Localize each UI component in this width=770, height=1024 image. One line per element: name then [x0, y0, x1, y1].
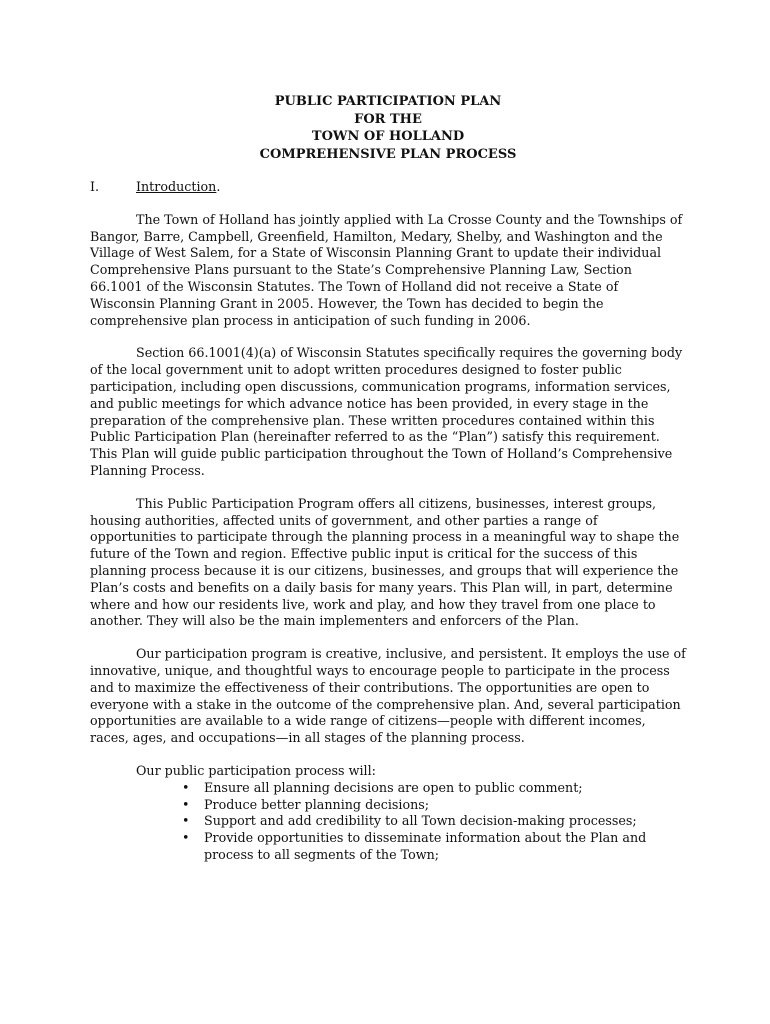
- list-item-text: Provide opportunities to disseminate information about the Plan and process to all segments of the Town;: [204, 830, 647, 862]
- section-heading: [90, 179, 686, 196]
- list-item-text: Produce better planning decisions;: [204, 796, 430, 812]
- section-number: I.: [90, 179, 100, 194]
- list-item-text: Support and add credibility to all Town decision-making processes;: [204, 813, 637, 829]
- list-item: [182, 797, 686, 814]
- section-title: Introduction: [136, 179, 217, 194]
- bullet-list: [90, 780, 686, 864]
- paragraph-1: The Town of Holland has jointly applied with La Crosse County and the Townships of Bangor, Barre, Campbell, Greenfield, Hamilton, Medary, Shelby, and Washington and the Village of West Salem, for a State of Wisconsin Planning Grant to update their individual Comprehensive Plans pursuant to the State’s Comprehensive Planning Law, Section 66.1001 of the Wisconsin Statutes. The Town of Holland did not receive a State of Wisconsin Planning Grant in 2005. However, the Town has decided to begin the comprehensive plan process in anticipation of such funding in 2006.: [90, 211, 683, 328]
- bullet-icon: •: [182, 813, 190, 829]
- list-item: [182, 780, 686, 797]
- bullet-icon: •: [182, 796, 190, 812]
- title-line-4: COMPREHENSIVE PLAN PROCESS: [259, 146, 517, 162]
- list-item: [182, 813, 686, 830]
- document-title: [90, 93, 686, 163]
- bullet-icon: •: [182, 779, 190, 795]
- paragraph-4: Our participation program is creative, inclusive, and persistent. It employs the use of innovative, unique, and thoughtful ways to encourage people to participate in the process and to maximize the effectiveness of their contributions. The opportunities are open to everyone with a stake in the outcome of the comprehensive plan. And, several participation opportunities are available to a wide range of citizens—people with different incomes, races, ages, and occupations—in all stages of the planning process.: [90, 646, 686, 746]
- bullet-icon: •: [182, 830, 190, 846]
- title-line-1: PUBLIC PARTICIPATION PLAN: [274, 94, 502, 109]
- paragraph-2: Section 66.1001(4)(a) of Wisconsin Statutes specifically requires the governing body of the local government unit to adopt written procedures designed to foster public participation, including open discussions, communication programs, information services, and public meetings for which advance notice has been provided, in every stage in the preparation of the comprehensive plan. These written procedures contained within this Public Participation Plan (hereinafter referred to as the “Plan”) satisfy this requirement. This Plan will guide public participation throughout the Town of Holland’s Comprehensive Planning Process.: [90, 345, 683, 478]
- list-item: [182, 830, 686, 864]
- section-title-suffix: .: [216, 179, 221, 194]
- paragraph-3: This Public Participation Program offers all citizens, businesses, interest groups, housing authorities, affected units of government, and other parties a range of opportunities to participate through the planning process in a meaningful way to shape the future of the Town and region. Effective public input is critical for the success of this planning process because it is our citizens, businesses, and groups that will experience the Plan’s costs and benefits on a daily basis for many years. This Plan will, in part, determine where and how our residents live, work and play, and how they travel from one place to another. They will also be the main implementers and enforcers of the Plan.: [90, 495, 680, 629]
- document-page: [90, 93, 686, 864]
- title-line-3: TOWN OF HOLLAND: [311, 129, 465, 144]
- list-item-text: Ensure all planning decisions are open to public comment;: [204, 779, 583, 795]
- list-intro: Our public participation process will:: [136, 762, 376, 778]
- title-line-2: FOR THE: [354, 111, 422, 127]
